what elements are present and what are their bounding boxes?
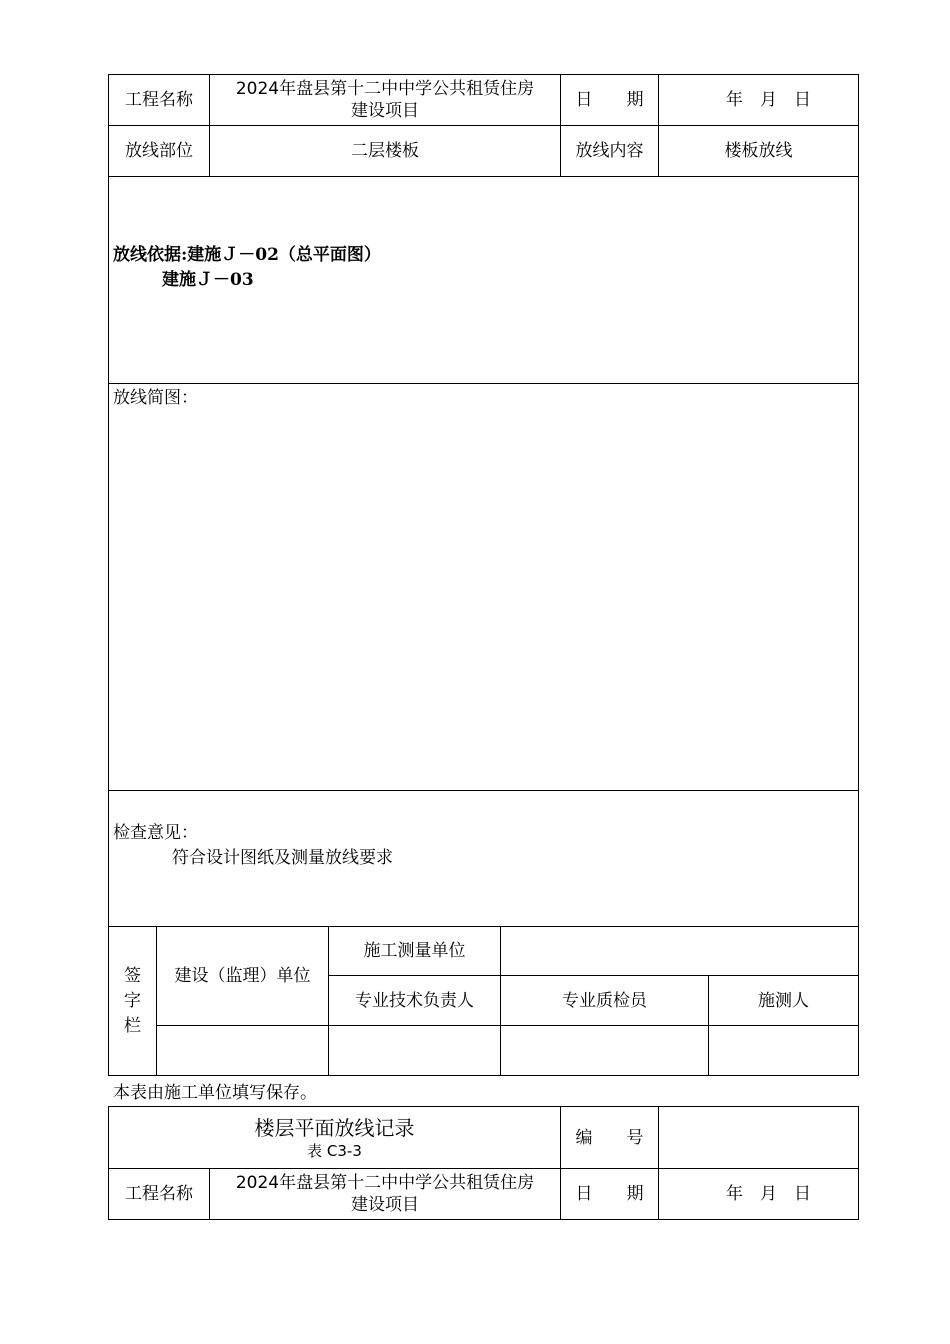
footnote: 本表由施工单位填写保存。 xyxy=(113,1083,317,1103)
sketch-label: 放线简图： xyxy=(113,388,198,408)
layout-basis-line2: 建施Ｊ－03 xyxy=(162,270,254,290)
location-label: 放线部位 xyxy=(125,141,193,161)
content-value: 楼板放线 xyxy=(724,141,793,161)
construction-unit-label: 施工测量单位 xyxy=(363,941,466,961)
layout-basis-line1: 放线依据:建施Ｊ－02（总平面图） xyxy=(113,245,381,265)
project-name-value xyxy=(210,75,560,125)
record-subtitle: 表 C3-3 xyxy=(307,1141,362,1160)
location-value: 二层楼板 xyxy=(351,141,419,161)
project-name-value-2 xyxy=(210,1169,560,1219)
sign-char-3: 栏 xyxy=(124,1015,141,1036)
supervisor-unit-label: 建设（监理）单位 xyxy=(174,966,311,986)
record-title: 楼层平面放线记录 xyxy=(254,1115,415,1140)
sign-char-2: 字 xyxy=(124,990,141,1011)
number-value xyxy=(659,1107,858,1168)
record-title-block xyxy=(109,1107,560,1168)
project-name-2-line1: 2024年盘县第十二中中学公共租赁住房 xyxy=(235,1173,535,1193)
project-name-2-line2: 建设项目 xyxy=(351,1195,419,1215)
date-label: 日 期 xyxy=(575,90,644,110)
inspection-label: 检查意见： xyxy=(113,823,198,843)
date-label-2: 日 期 xyxy=(575,1184,644,1204)
sign-char-1: 签 xyxy=(124,965,141,986)
project-name-label: 工程名称 xyxy=(125,90,193,110)
date-value-2: 年 月 日 xyxy=(726,1184,811,1204)
project-name-label-2: 工程名称 xyxy=(125,1184,193,1204)
date-value: 年 月 日 xyxy=(726,90,811,110)
project-name-line2: 建设项目 xyxy=(351,101,419,121)
surveyor-label: 施测人 xyxy=(758,990,809,1011)
signature-column-label xyxy=(109,927,156,1075)
project-name-line1: 2024年盘县第十二中中学公共租赁住房 xyxy=(235,79,535,99)
content-label: 放线内容 xyxy=(575,141,644,161)
number-label: 编 号 xyxy=(575,1127,644,1148)
tech-lead-label: 专业技术负责人 xyxy=(355,990,474,1011)
quality-inspector-label: 专业质检员 xyxy=(562,990,647,1011)
inspection-text: 符合设计图纸及测量放线要求 xyxy=(172,848,393,868)
